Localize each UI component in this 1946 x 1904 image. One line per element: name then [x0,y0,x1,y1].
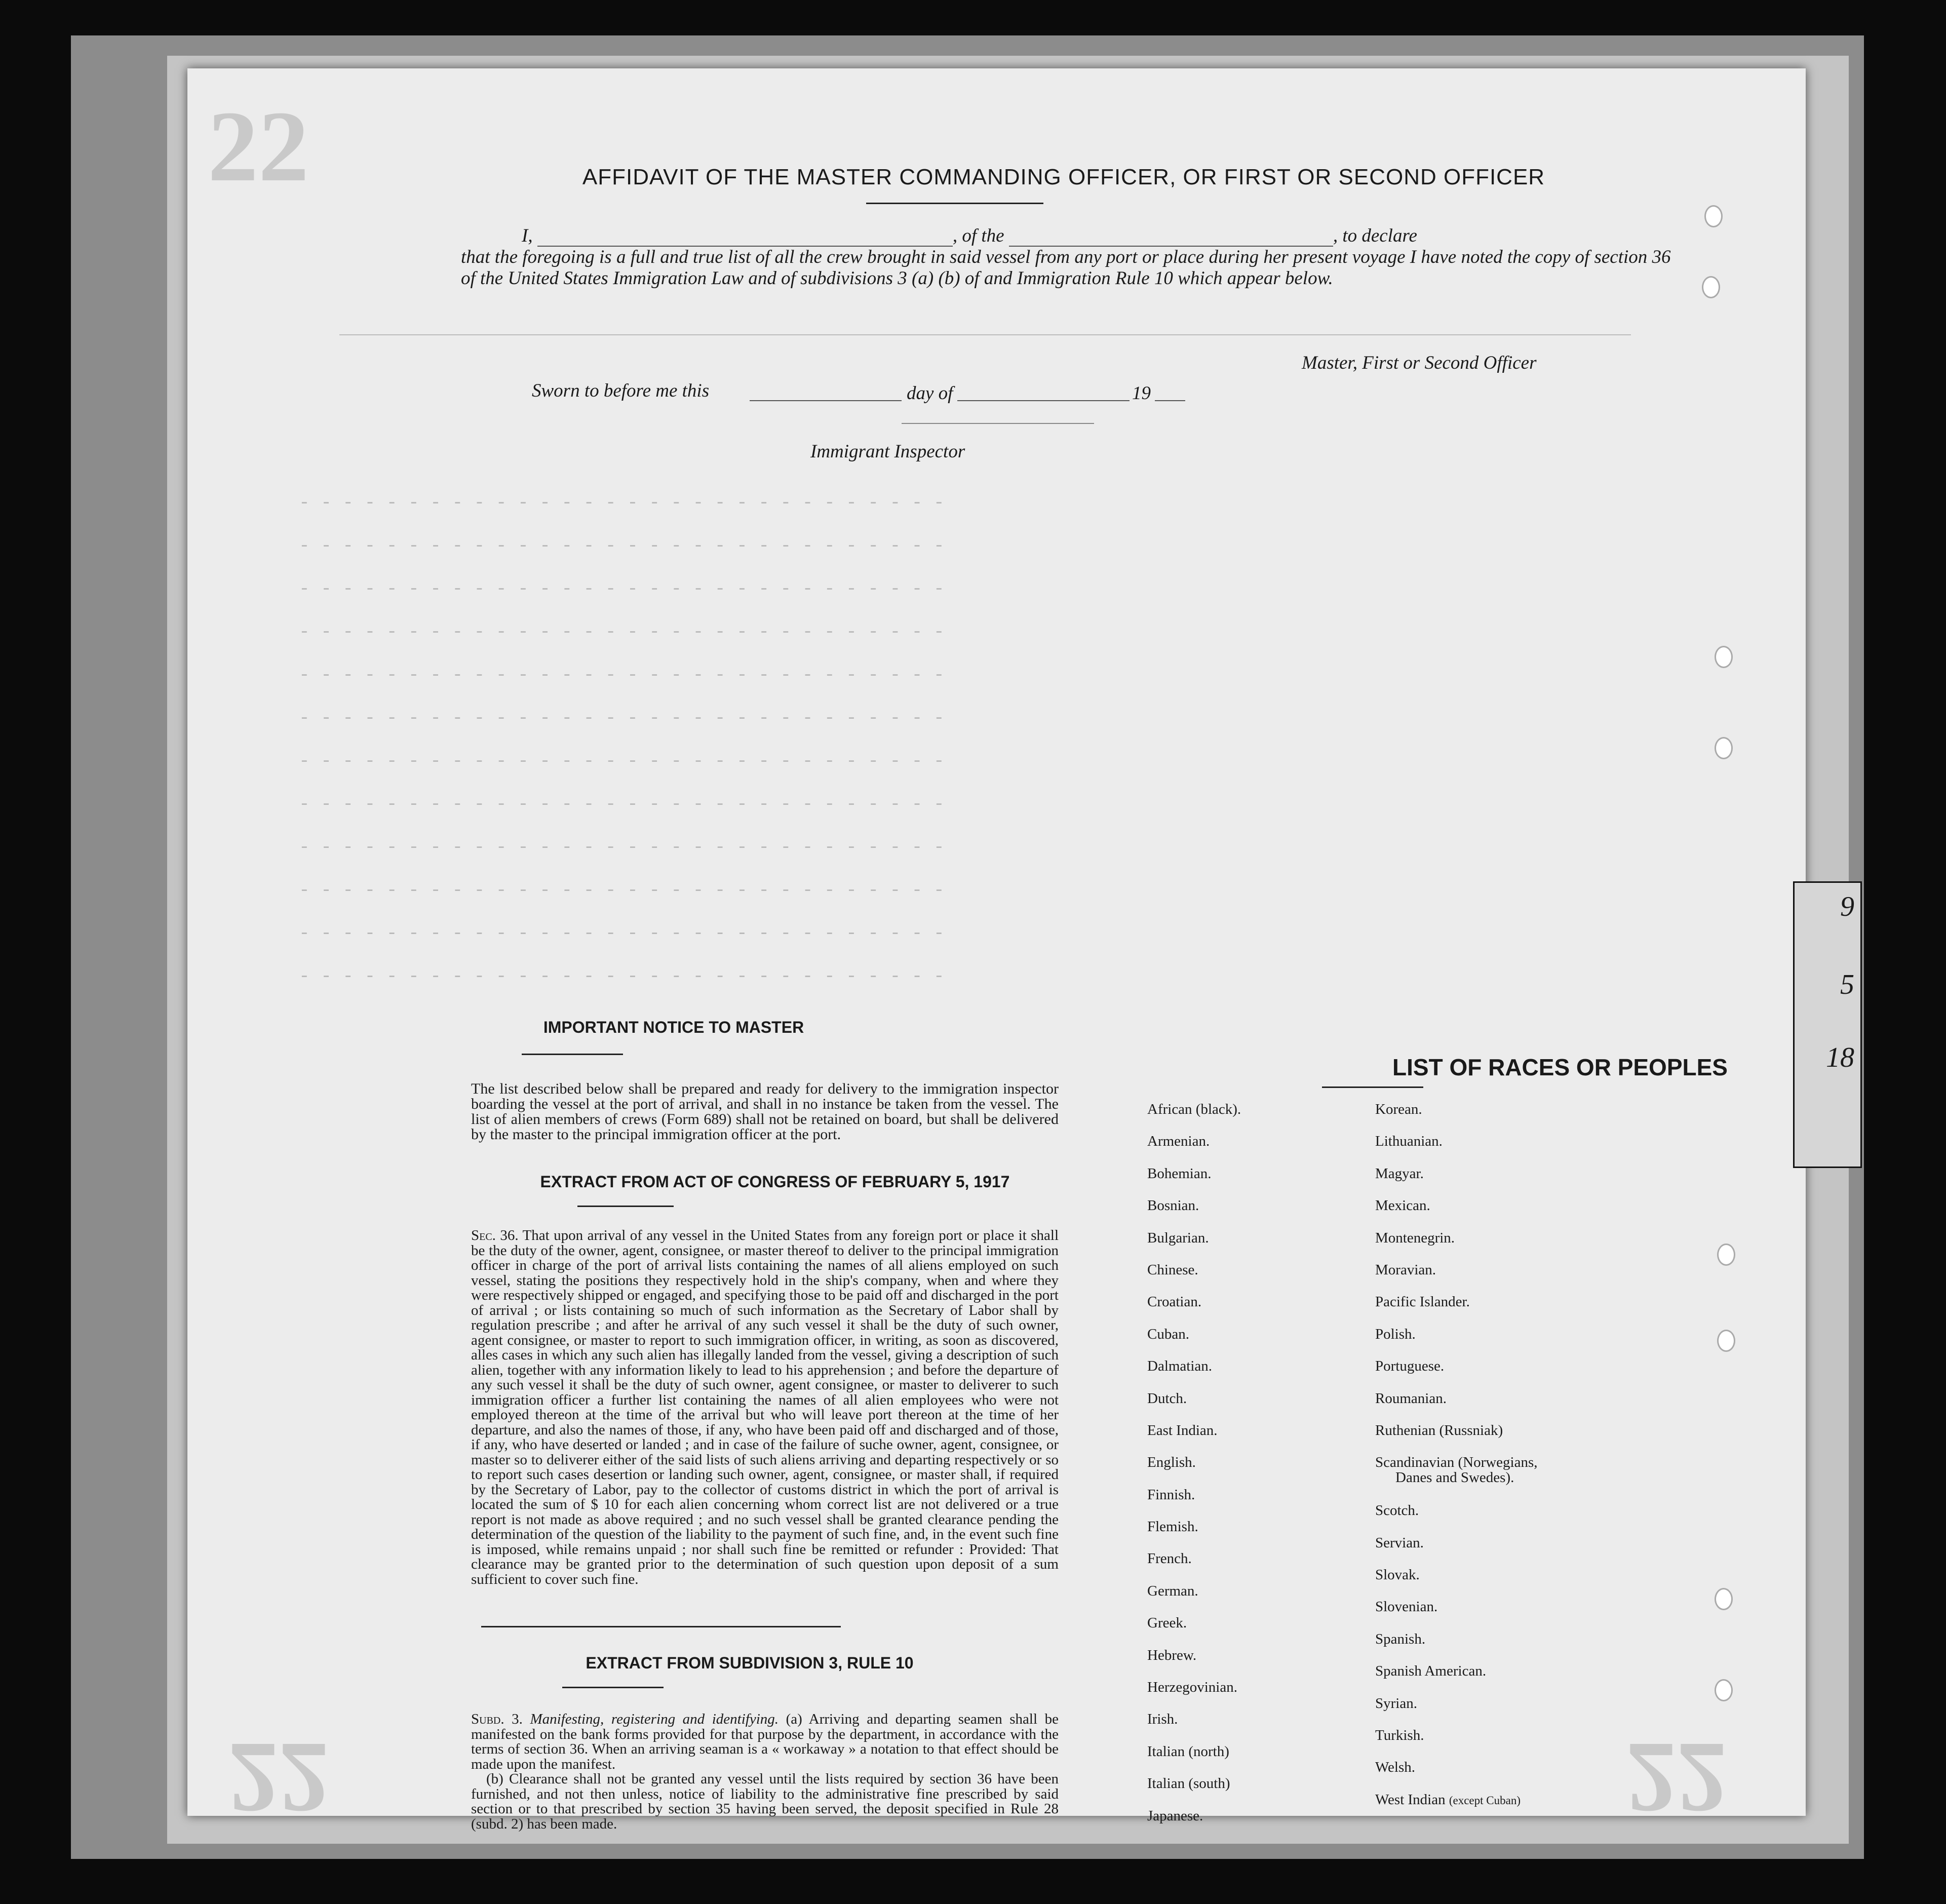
race-item: Moravian. [1375,1261,1436,1278]
ghost-page-number: 22 [208,91,309,203]
day-of-label: day of [907,383,953,404]
race-item: English. [1147,1454,1196,1471]
sworn-day-blank[interactable] [750,385,902,401]
subd-label: Subd. 3. [471,1711,523,1727]
name-blank[interactable] [537,230,953,247]
race-item: Syrian. [1375,1695,1417,1712]
race-item: Polish. [1375,1326,1416,1342]
race-item: Pacific Islander. [1375,1294,1470,1310]
binder-hole [1715,1679,1733,1701]
subdivision-3-text [471,1712,1059,1832]
race-item: German. [1147,1582,1198,1599]
immigrant-inspector-label: Immigrant Inspector [810,441,965,462]
vessel-blank[interactable] [1009,230,1333,247]
binder-hole [1715,646,1733,668]
month-blank[interactable] [957,385,1130,401]
year-blank[interactable] [1155,385,1185,401]
section-36-text [471,1228,1059,1587]
race-item: Bulgarian. [1147,1229,1209,1246]
extract-rule-title: EXTRACT FROM SUBDIVISION 3, RULE 10 [586,1654,914,1672]
subd-text-a: (a) Arriving and departing seamen shall be manifested on the bank forms provided for that purpose by the department, in accordance with the terms of section 36. When an arriving seaman is a « workaway » a notation to that effect should be made upon the manifest. [471,1711,1059,1772]
race-item: Flemish. [1147,1519,1198,1535]
extract-act-title: EXTRACT FROM ACT OF CONGRESS OF FEBRUARY 5, 1917 [540,1173,1010,1191]
binder-hole [1715,737,1733,759]
ghost-manifest-rows: - - - - - - - - - - - - - - - - - - - - - - - - - - - - - - - - - - - - - - - - - - - - - - - - - - - - - - - - - - - - - - - - - - - - - - - - - - - - - - - - - - - - - - - - - - - - - - - - - - - - - - - - - - - - - - - - - - - - - - - - - - - - - - - - - - - - - - - - - - - - - - - - - - - - - - - - - - - - - - - - - - - - - - - - - - - - - - - - - - - - - - - - - - - - - - - - - - - - - - - - - - - - - - - - - - - - - - - - - - - - - - - - - - - - - - - - - - - - - - - - - - - - - - - - - - - - - - - - - - - - - - - - - - - - - - - - - - - - - - - - - - - - - - - - - - - - - - - - - - - - - - - - - - - - - - - - - - - - - - - - - - - - - - - - - - - - - - - - - - - - - - - - - - - - - - - - - - - - - - - - [299,492,945,987]
extract-rule-underline [562,1687,664,1688]
notice-underline [522,1054,623,1055]
notice-title: IMPORTANT NOTICE TO MASTER [543,1018,804,1036]
race-item-continued: Danes and Swedes). [1395,1469,1514,1486]
race-item: Hebrew. [1147,1647,1197,1663]
margin-number: 5 [1840,969,1854,1000]
affidavit-page [187,68,1806,1834]
race-item: Scandinavian (Norwegians, [1375,1454,1538,1471]
margin-number: 18 [1826,1042,1854,1073]
affidavit-body [461,225,1677,289]
affidavit-declare-label: , to declare [1333,225,1417,246]
race-item: Portuguese. [1375,1358,1445,1375]
race-item-note: (except Cuban) [1449,1794,1521,1807]
master-signature-label: Master, First or Second Officer [1302,353,1537,373]
margin-tally-box [1793,881,1862,1168]
race-item: Roumanian. [1375,1390,1447,1407]
race-item: Servian. [1375,1534,1424,1551]
sworn-label: Sworn to before me this [532,380,710,401]
race-item: Spanish American. [1375,1663,1487,1680]
race-item-scandinavian [1375,1455,1538,1503]
race-item: Armenian. [1147,1133,1210,1150]
race-item: Welsh. [1375,1759,1416,1776]
races-underline [1322,1086,1423,1088]
race-item: Greek. [1147,1615,1187,1631]
race-item: East Indian. [1147,1422,1218,1439]
race-item: Finnish. [1147,1486,1195,1503]
race-item: Korean. [1375,1101,1422,1117]
margin-number: 9 [1840,891,1854,922]
race-item: Magyar. [1375,1165,1424,1182]
race-item: Dutch. [1147,1390,1187,1407]
binder-hole [1702,276,1720,298]
race-item: Chinese. [1147,1261,1198,1278]
race-item: Bohemian. [1147,1165,1212,1182]
race-item: Italian (north) [1147,1743,1229,1760]
ghost-page-number-mirrored: 22 [228,1722,329,1834]
sec-36-body: That upon arrival of any vessel in the United States from any foreign port or place it shall be the duty of the owner, agent, consignee, or master thereof to deliver to the principal immigration officer in charge of the port of arrival lists containing the names of all aliens employed on such vessel, stating the positions they respectively hold in the ship's company, when and where they were respectively shipped or engaged, and specifying those to be paid off and discharged in the port of arrival ; or lists containing so much of such information as the Secretary of Labor shall by regulation prescribe ; and after he arrival of any such vessel it shall be the duty of such owner, agent consignee, or master to report to such immigration officer, in writing, as soon as discovered, alles cases in which any such alien has illegally landed from the vessel, giving a description of such alien, together with any information likely to lead to his apprehension ; and before the departure of any such vessel it shall be the duty of such owner, agent consignee, or master to deliverer to such immigration officer a further list containing the names of all alien employees who were not employed thereon at the time of the arrival but who will leave port thereon at the time of her departure, and also the names of those, if any, who have been paid off and discharged and of those, if any, who have deserted or landed ; and in case of the failure of suche owner, agent, consignee, or master so to deliverer either of the said lists of such aliens arriving and departing respectively or so to report such cases desertion or landing such owner, agent, consignee, or master shall, if required by the Secretary of Labor, pay to the collector of customs district in which the port of arrival is located the sum of $ 10 for each alien concerning whom correct list are not delivered or a true report is not made as above required ; and no such vessel shall be granted clearance pending the determination of the question of the liability to the payment of such fine, and, in the event such fine is imposed, while remains unpaid ; nor shall such fine be remitted or refunder : Provided: That clearance may be granted prior to the determination of such question upon deposit of a sum sufficient to cover such fine. [471,1227,1059,1587]
race-item: French. [1147,1550,1192,1567]
race-item: Irish. [1147,1711,1178,1728]
race-item: Lithuanian. [1375,1133,1443,1150]
subd-heading: Manifesting, registering and identifying. [530,1711,779,1727]
race-item: Slovak. [1375,1567,1420,1583]
race-item: Cuban. [1147,1326,1189,1342]
races-right-column [1375,1102,1538,1824]
binder-hole [1717,1244,1735,1266]
binder-hole [1704,205,1723,227]
race-item-west-indian [1375,1792,1538,1824]
affidavit-title: AFFIDAVIT OF THE MASTER COMMANDING OFFICER, OR FIRST OR SECOND OFFICER [582,165,1545,189]
binder-hole [1715,1588,1733,1610]
races-left-column [1147,1102,1241,1840]
year-label: 19 [1132,383,1151,404]
race-item: Ruthenian (Russniak) [1375,1422,1503,1439]
race-item: African (black). [1147,1101,1241,1117]
subd-text-b: (b) Clearance shall not be granted any vessel until the lists required by section 36 have been furnished, and not then unless, notice of liability to the administrative fine prescribed by said section or to that prescribed by section 35 having been served, the deposit specified in Rule 28 (subd. 2) has been made. [471,1771,1059,1832]
race-item: West Indian [1375,1791,1446,1808]
binder-hole [1717,1330,1735,1352]
affidavit-statement: that the foregoing is a full and true list of all the crew brought in said vessel from any port or place during her present voyage I have noted the copy of section 36 of the United States Immigration Law and of subdivisions 3 (a) (b) of and Immigration Rule 10 which appear below. [461,247,1671,289]
race-item: Slovenian. [1375,1599,1438,1615]
section-divider [481,1626,841,1627]
race-item: Mexican. [1375,1197,1430,1214]
race-item: Montenegrin. [1375,1229,1455,1246]
signature-line[interactable] [339,334,1631,335]
race-item: Spanish. [1375,1630,1426,1647]
ghost-page-number-mirrored-right: 22 [1626,1722,1727,1834]
sec-36-label: Sec. 36. [471,1227,519,1244]
race-item: Bosnian. [1147,1197,1199,1214]
affidavit-i-label: I, [522,225,533,246]
race-item: Dalmatian. [1147,1358,1213,1375]
extract-act-underline [577,1206,674,1207]
notice-text: The list described below shall be prepared and ready for delivery to the immigration inspector boarding the vessel at the port of arrival, and shall in no instance be taken from the vessel. The list of alien members of crews (Form 689) shall not be retained on board, but shall be delivered by the master to the principal immigration officer at the port. [471,1080,1059,1143]
races-title: LIST OF RACES OR PEOPLES [1392,1054,1728,1080]
race-item: Scotch. [1375,1502,1419,1519]
affidavit-of-the-label: , of the [952,225,1004,246]
race-item: Croatian. [1147,1294,1202,1310]
race-item: Japanese. [1147,1807,1203,1824]
race-item: Turkish. [1375,1727,1424,1744]
inspector-signature-line[interactable] [902,423,1094,424]
race-item: Herzegovinian. [1147,1679,1237,1696]
race-item: Italian (south) [1147,1775,1230,1792]
title-underline [866,203,1043,204]
